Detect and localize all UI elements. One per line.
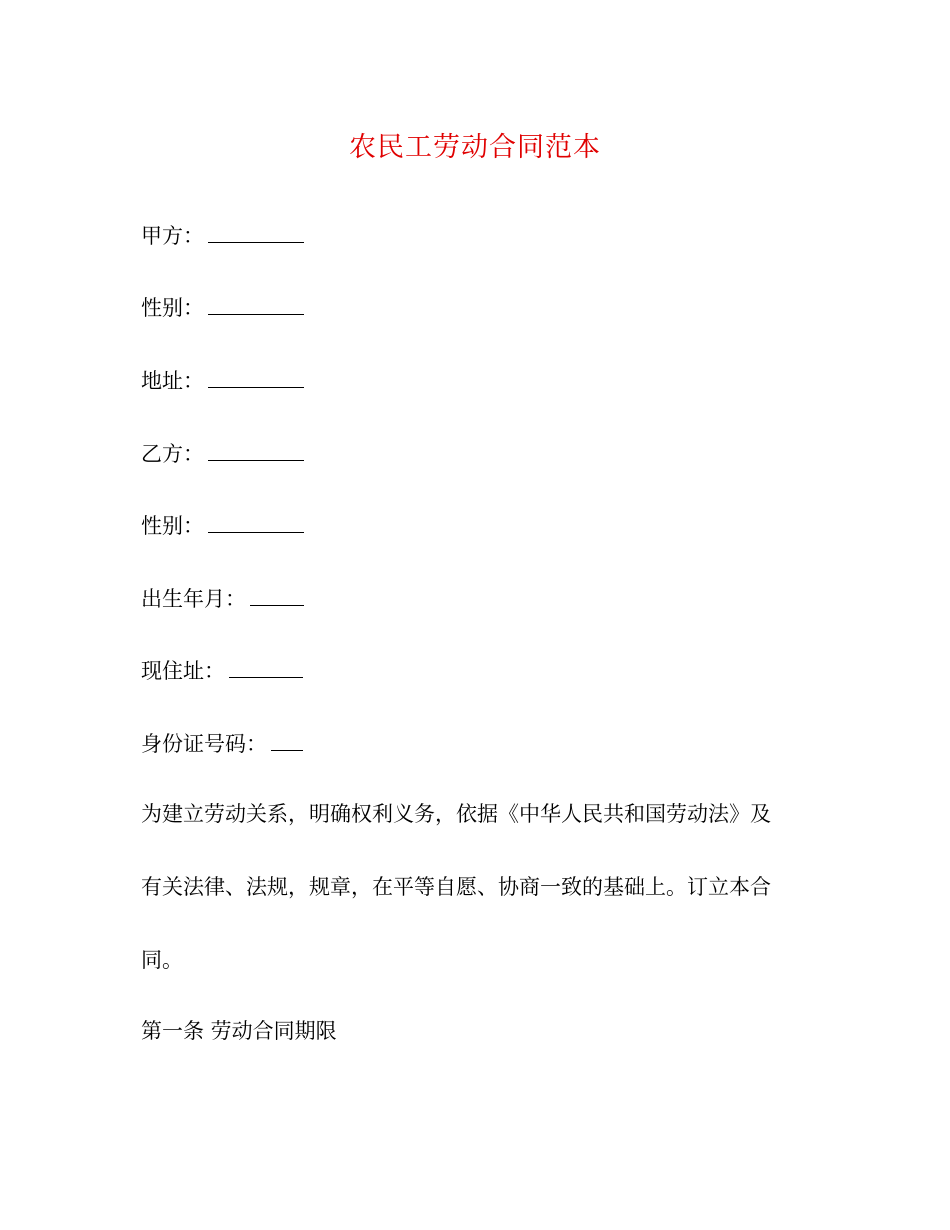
field-label: 身份证号码： bbox=[141, 732, 267, 756]
field-label: 性别： bbox=[141, 514, 204, 538]
fill-blank[interactable] bbox=[208, 294, 304, 315]
field-party-a-gender bbox=[141, 293, 304, 323]
field-party-b bbox=[141, 439, 304, 469]
field-party-a-address bbox=[141, 366, 304, 396]
fill-blank[interactable] bbox=[208, 222, 304, 243]
field-label: 乙方： bbox=[141, 442, 204, 466]
fill-blank[interactable] bbox=[250, 585, 304, 606]
field-party-b-gender bbox=[141, 511, 304, 541]
field-label: 性别： bbox=[141, 296, 204, 320]
field-id-number bbox=[141, 729, 303, 759]
paragraph-line: 有关法律、法规，规章，在平等自愿、协商一致的基础上。订立本合 bbox=[141, 875, 771, 899]
document-title: 农民工劳动合同范本 bbox=[349, 132, 601, 163]
fill-blank[interactable] bbox=[208, 440, 304, 461]
field-label: 甲方： bbox=[141, 224, 204, 248]
field-current-address bbox=[141, 656, 303, 686]
fill-blank[interactable] bbox=[208, 367, 304, 388]
paragraph-line: 为建立劳动关系，明确权利义务，依据《中华人民共和国劳动法》及 bbox=[141, 802, 771, 826]
fill-blank[interactable] bbox=[229, 657, 303, 678]
field-label: 地址： bbox=[141, 369, 204, 393]
field-party-a bbox=[141, 221, 304, 251]
field-birth-date bbox=[141, 584, 304, 614]
section-heading: 第一条 劳动合同期限 bbox=[141, 1019, 337, 1043]
paragraph-line: 同。 bbox=[141, 948, 183, 972]
fill-blank[interactable] bbox=[208, 512, 304, 533]
fill-blank[interactable] bbox=[271, 730, 303, 751]
field-label: 出生年月： bbox=[141, 587, 246, 611]
field-label: 现住址： bbox=[141, 659, 225, 683]
